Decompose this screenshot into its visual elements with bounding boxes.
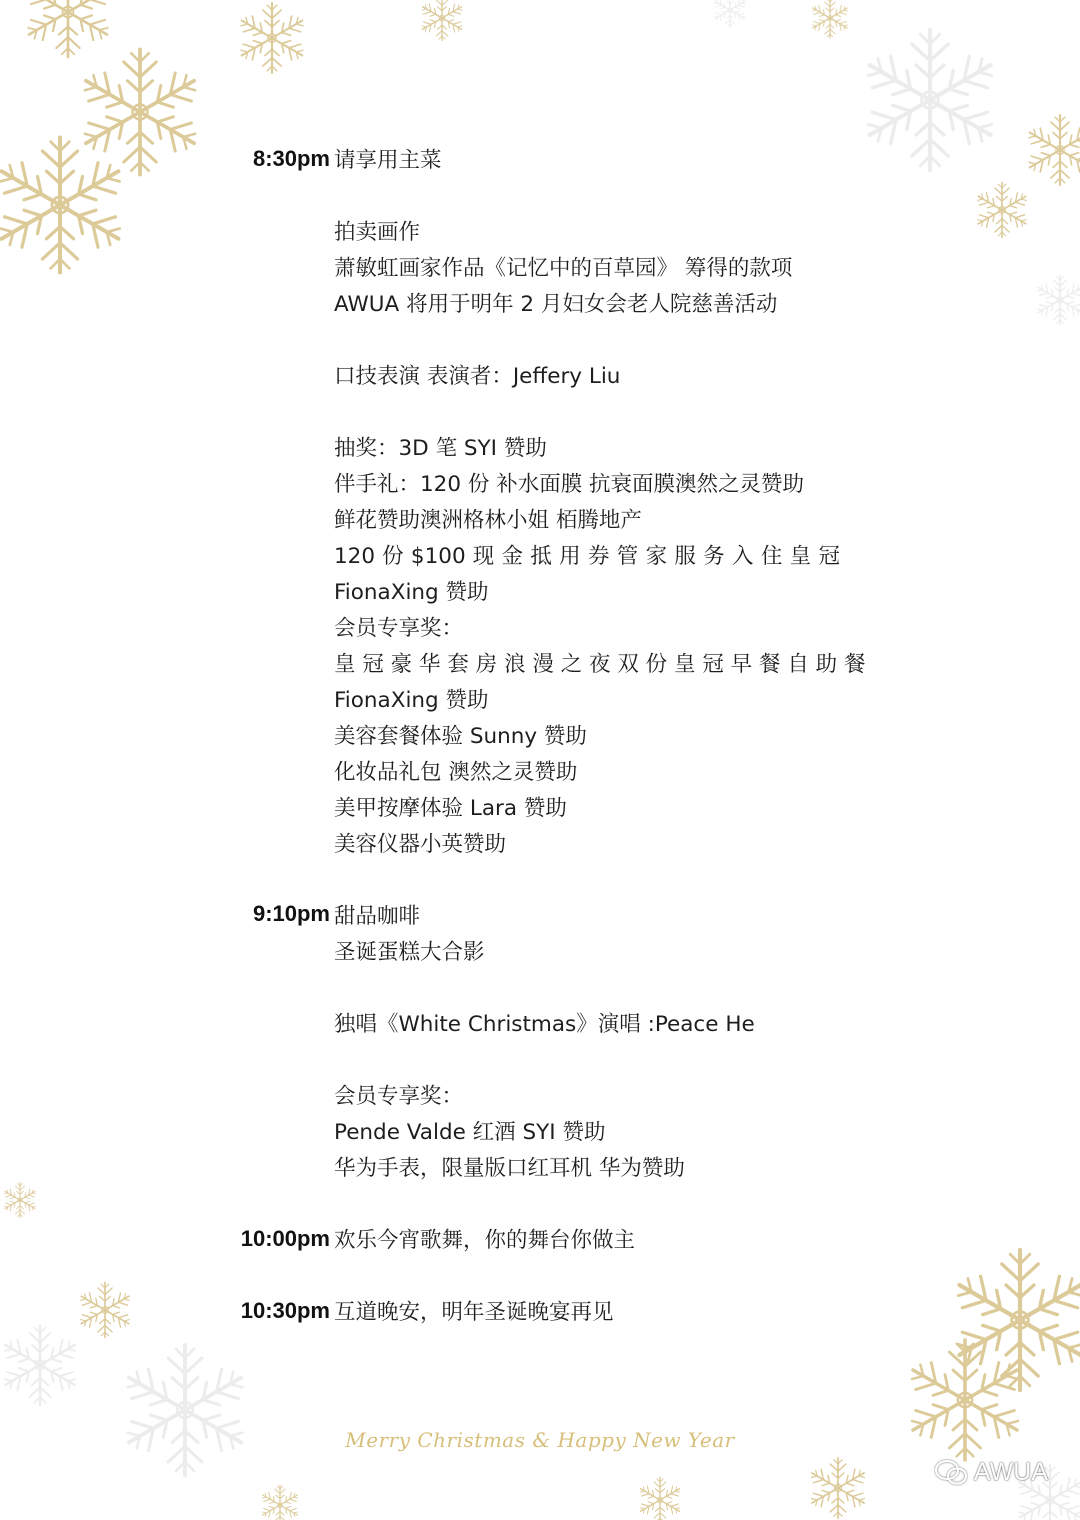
- program-line: 欢乐今宵歌舞，你的舞台你做主: [334, 1228, 636, 1253]
- program-line: 美容套餐体验 Sunny 赞助: [334, 724, 587, 749]
- program-line: 皇 冠 豪 华 套 房 浪 漫 之 夜 双 份 皇 冠 早 餐 自 助 餐: [334, 652, 866, 677]
- program-line: FionaXing 赞助: [334, 580, 489, 605]
- program-line: 口技表演 表演者：Jeffery Liu: [334, 364, 621, 389]
- program-line: 会员专享奖：: [334, 1084, 464, 1109]
- program-line: 圣诞蛋糕大合影: [334, 940, 485, 965]
- program-line: AWUA 将用于明年 2 月妇女会老人院慈善活动: [334, 292, 778, 317]
- program-line: 甜品咖啡: [334, 904, 421, 929]
- time-label: 10:30pm: [240, 1298, 330, 1323]
- program-line: 化妆品礼包 澳然之灵赞助: [334, 760, 578, 785]
- time-label: 8:30pm: [252, 146, 330, 171]
- program-line: 鲜花赞助澳洲格林小姐 栢腾地产: [334, 508, 642, 533]
- program-line: 萧敏虹画家作品《记忆中的百草园》 筹得的款项: [334, 256, 793, 281]
- program-line: 华为手表，限量版口红耳机 华为赞助: [334, 1156, 685, 1181]
- watermark-text: AWUA: [973, 1458, 1048, 1486]
- program-line: 会员专享奖：: [334, 616, 464, 641]
- program-line: 请享用主菜: [334, 148, 442, 173]
- holiday-greeting: Merry Christmas & Happy New Year: [345, 1428, 735, 1452]
- program-line: 拍卖画作: [334, 220, 421, 245]
- program-line: 伴手礼：120 份 补水面膜 抗衰面膜澳然之灵赞助: [334, 472, 805, 497]
- time-label: 10:00pm: [240, 1226, 330, 1251]
- program-line: 独唱《White Christmas》演唱 :Peace He: [334, 1012, 755, 1037]
- program-line: FionaXing 赞助: [334, 688, 489, 713]
- program-line: 120 份 $100 现 金 抵 用 券 管 家 服 务 入 住 皇 冠: [334, 544, 840, 569]
- program-line: 互道晚安，明年圣诞晚宴再见: [334, 1300, 614, 1325]
- wechat-icon: [934, 1459, 968, 1487]
- program-line: Pende Valde 红酒 SYI 赞助: [334, 1120, 606, 1145]
- program-line: 美容仪器小英赞助: [334, 832, 507, 857]
- program-line: 美甲按摩体验 Lara 赞助: [334, 796, 567, 821]
- time-label: 9:10pm: [252, 901, 330, 926]
- program-line: 抽奖：3D 笔 SYI 赞助: [334, 436, 547, 461]
- watermark: [934, 1458, 1048, 1487]
